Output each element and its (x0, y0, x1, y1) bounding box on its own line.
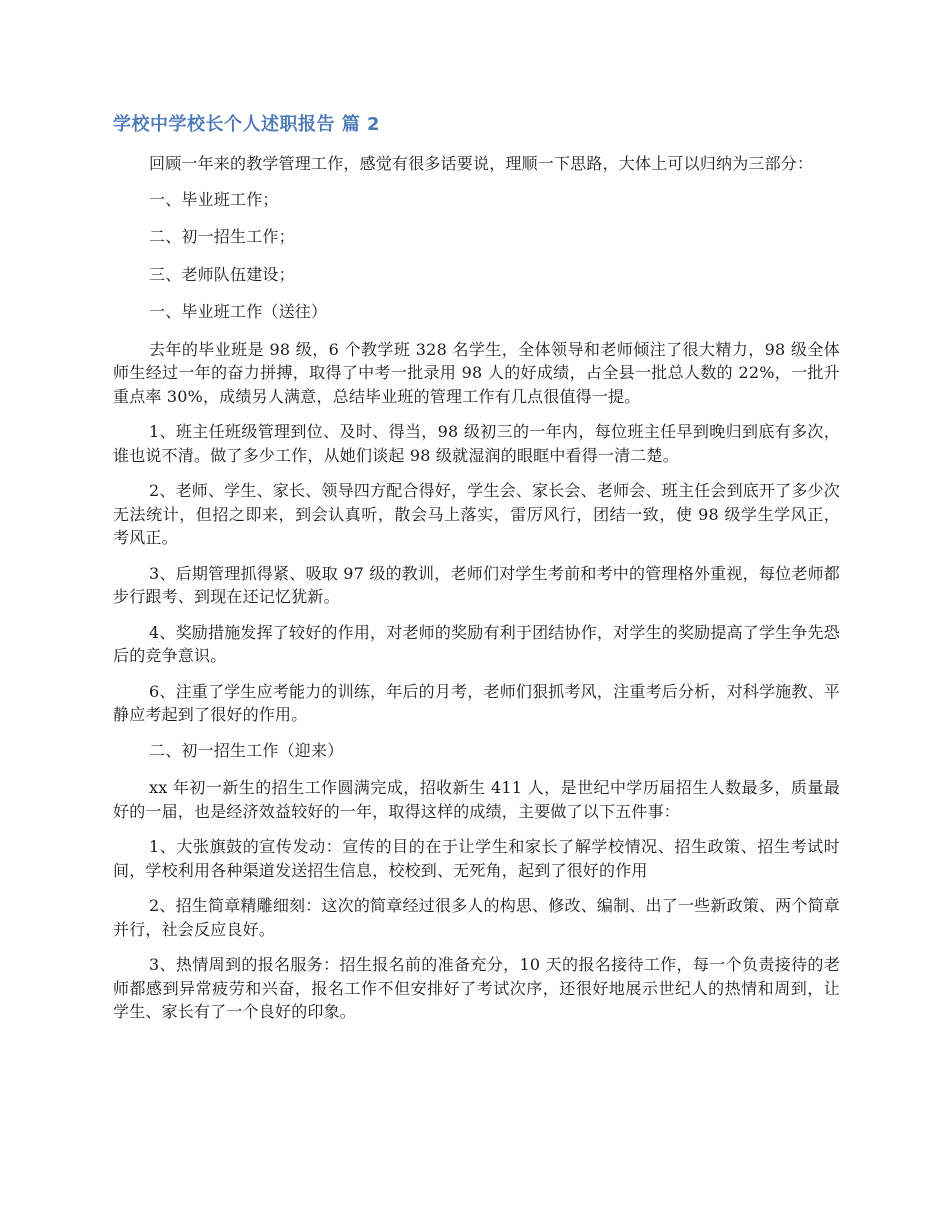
paragraph-intro: 回顾一年来的教学管理工作，感觉有很多话要说，理顺一下思路，大体上可以归纳为三部分： (149, 154, 814, 173)
document-page (113, 112, 840, 1036)
document-title: 学校中学校长个人述职报告 篇 2 (113, 114, 381, 135)
paragraph-point-4: 4、奖励措施发挥了较好的作用，对老师的奖励有利于团结协作，对学生的奖励提高了学生争先恐后的竞争意识。 (113, 622, 840, 665)
paragraph-graduating-summary: 去年的毕业班是 98 级，6 个教学班 328 名学生，全体领导和老师倾注了很大精力，98 级全体师生经过一年的奋力拼搏，取得了中考一批录用 98 人的好成绩，占全县一批总人数的 22%，一批升重点率 30%，成绩另人满意，总结毕业班的管理工作有几点很值得一提。 (113, 339, 840, 406)
paragraph-enrollment-3: 3、热情周到的报名服务：招生报名前的准备充分，10 天的报名接待工作，每一个负责接待的老师都感到异常疲劳和兴奋，报名工作不但安排好了考试次序，还很好地展示世纪人的热情和周到，让学生、家长有了一个良好的印象。 (113, 955, 840, 1021)
section-heading-enrollment: 二、初一招生工作（迎来） (149, 740, 344, 760)
paragraph-enrollment-2: 2、招生简章精雕细刻：这次的简章经过很多人的构思、修改、编制、出了一些新政策、两个简章并行，社会反应良好。 (113, 896, 840, 939)
outline-item-3: 三、老师队伍建设； (149, 264, 295, 284)
paragraph-point-1: 1、班主任班级管理到位、及时、得当，98 级初三的一年内，每位班主任早到晚归到底有多次，谁也说不清。做了多少工作，从她们谈起 98 级就湿润的眼眶中看得一清二楚。 (113, 422, 840, 465)
paragraph-point-2: 2、老师、学生、家长、领导四方配合得好，学生会、家长会、老师会、班主任会到底开了多少次无法统计，但招之即来，到会认真听，散会马上落实，雷厉风行，团结一致，使 98 级学生学风正，考风正。 (113, 481, 840, 547)
outline-item-2: 二、初一招生工作； (149, 227, 295, 246)
paragraph-enrollment-1: 1、大张旗鼓的宣传发动：宣传的目的在于让学生和家长了解学校情况、招生政策、招生考试时间，学校利用各种渠道发送招生信息，校校到、无死角，起到了很好的作用 (113, 837, 840, 880)
paragraph-point-6: 6、注重了学生应考能力的训练，年后的月考，老师们狠抓考风，注重考后分析，对科学施教、平静应考起到了很好的作用。 (113, 681, 840, 724)
outline-item-1: 一、毕业班工作； (149, 189, 279, 209)
paragraph-enrollment-summary: xx 年初一新生的招生工作圆满完成，招收新生 411 人，是世纪中学历届招生人数最多，质量最好的一届，也是经济效益较好的一年，取得这样的成绩，主要做了以下五件事： (113, 778, 840, 821)
paragraph-point-3: 3、后期管理抓得紧、吸取 97 级的教训，老师们对学生考前和考中的管理格外重视，每位老师都步行跟考、到现在还记忆犹新。 (113, 563, 840, 606)
section-heading-graduating: 一、毕业班工作（送往） (149, 302, 328, 321)
